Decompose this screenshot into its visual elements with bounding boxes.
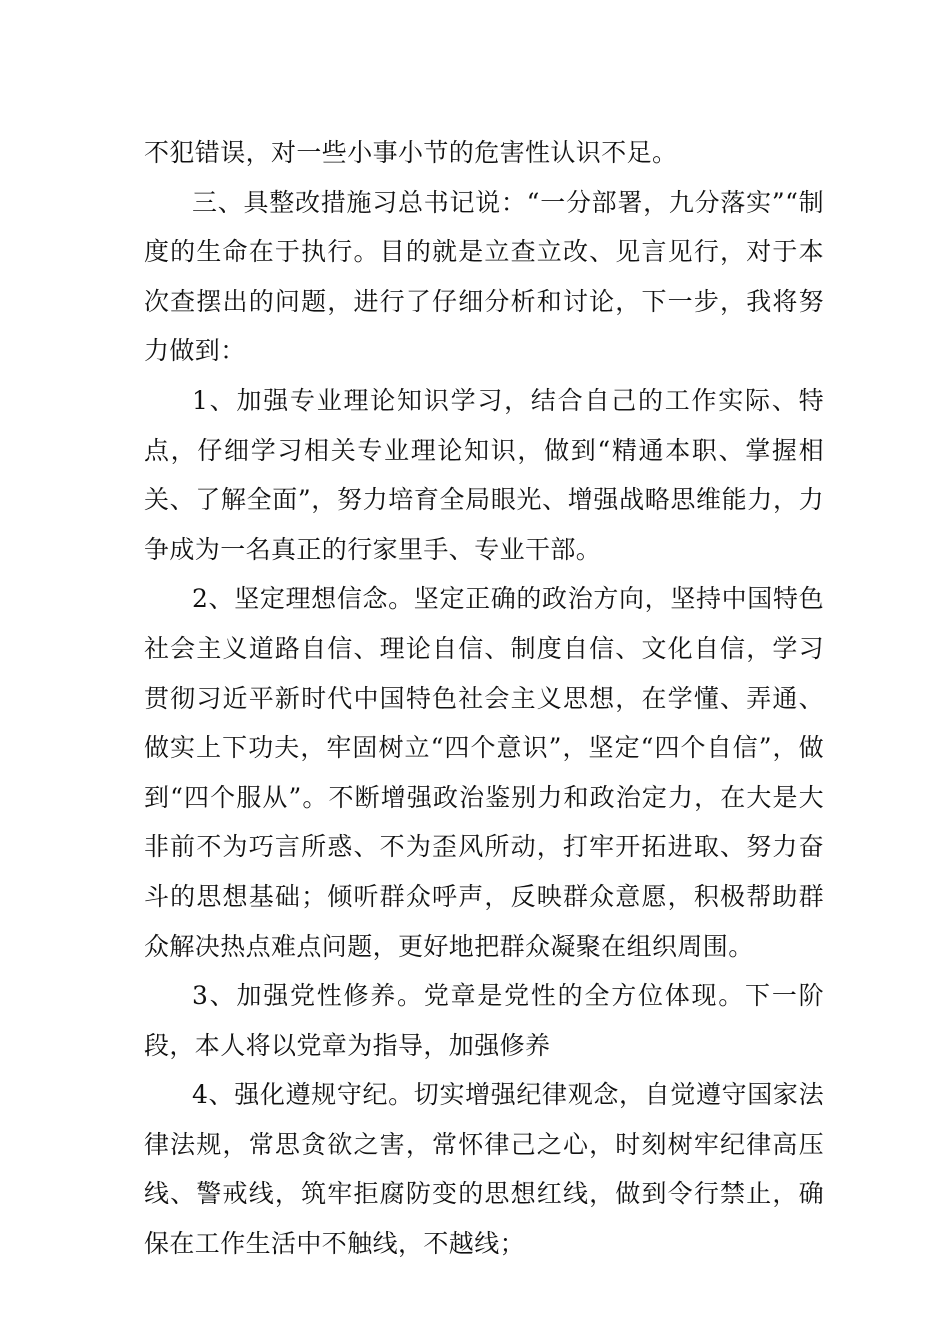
paragraph-item-4: 4、强化遵规守纪。切实增强纪律观念，自觉遵守国家法律法规，常思贪欲之害，常怀律己之心，时刻树牢纪律高压线、警戒线，筑牢拒腐防变的思想红线，做到令行禁止，确保在工作生活中不触线，不越线； [144, 1080, 824, 1259]
paragraph-item-1: 1、加强专业理论知识学习，结合自己的工作实际、特点，仔细学习相关专业理论知识，做到“精通本职、掌握相关、了解全面”，努力培育全局眼光、增强战略思维能力，力争成为一名真正的行家里手、专业干部。 [144, 385, 824, 564]
document-body [144, 128, 824, 1269]
paragraph-item-3: 3、加强党性修养。党章是党性的全方位体现。下一阶段，本人将以党章为指导，加强修养 [144, 981, 824, 1060]
paragraph-section-three: 三、具整改措施习总书记说：“一分部署，九分落实”“制度的生命在于执行。目的就是立查立改、见言见行，对于本次查摆出的问题，进行了仔细分析和讨论，下一步，我将努力做到： [144, 187, 824, 366]
paragraph-continuation: 不犯错误，对一些小事小节的危害性认识不足。 [144, 138, 678, 167]
paragraph-item-2: 2、坚定理想信念。坚定正确的政治方向，坚持中国特色社会主义道路自信、理论自信、制度自信、文化自信，学习贯彻习近平新时代中国特色社会主义思想，在学懂、弄通、做实上下功夫，牢固树立“四个意识”，坚定“四个自信”，做到“四个服从”。不断增强政治鉴别力和政治定力，在大是大非前不为巧言所惑、不为歪风所动，打牢开拓进取、努力奋斗的思想基础；倾听群众呼声，反映群众意愿，积极帮助群众解决热点难点问题，更好地把群众凝聚在组织周围。 [144, 584, 824, 961]
